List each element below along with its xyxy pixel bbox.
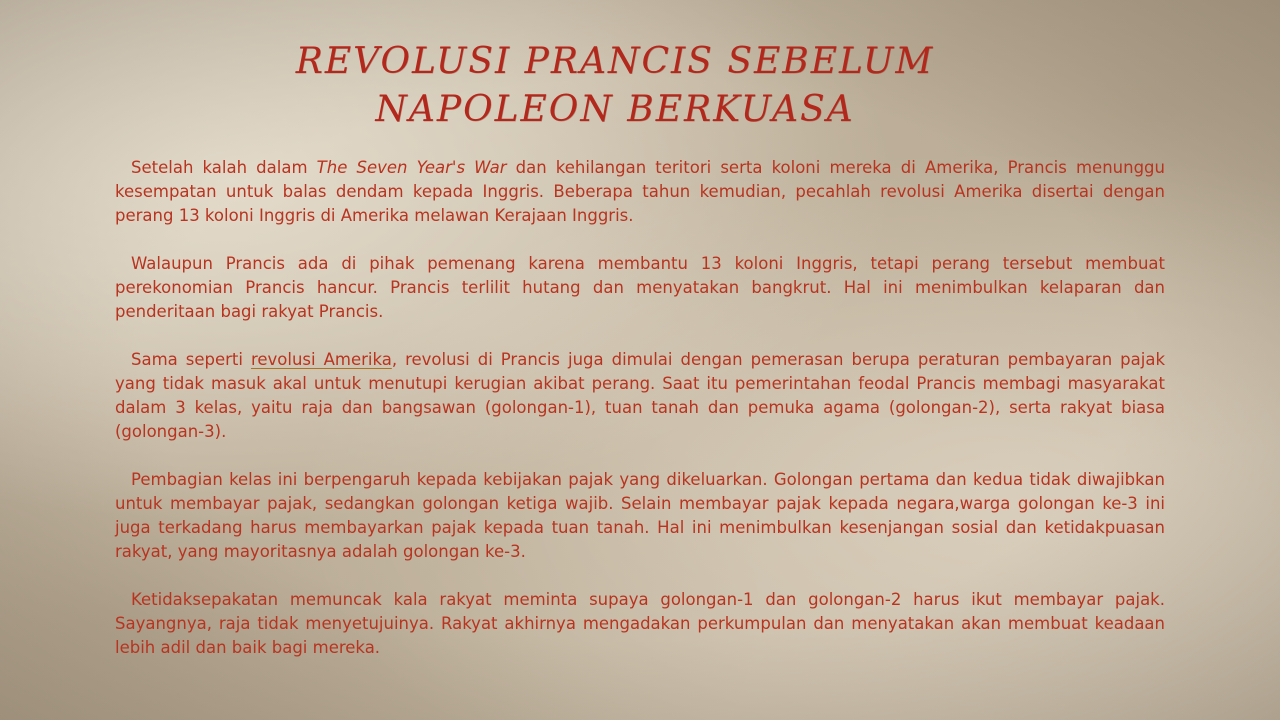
paragraph-1-text-end: dan kehilangan teritori serta koloni mereka di Amerika, Prancis menunggu kesempatan untuk balas dendam kepada Inggris. Beberapa tahun kemudian, pecahlah revolusi Amerika disertai dengan perang 13 koloni Inggris di Amerika melawan Kerajaan Inggris.	[115, 158, 1165, 225]
title-line-2: NAPOLEON BERKUASA	[375, 89, 855, 130]
paragraph-1-text-start: Setelah kalah dalam	[131, 158, 317, 177]
slide-body	[115, 156, 1165, 684]
title-line-1: REVOLUSI PRANCIS SEBELUM	[295, 41, 935, 82]
paragraph-economy: Walaupun Prancis ada di pihak pemenang karena membantu 13 koloni Inggris, tetapi perang tersebut membuat perekonomian Prancis hancur. Prancis terlilit hutang dan menyatakan bangkrut. Hal ini menimbulkan kelaparan dan penderitaan bagi rakyat Prancis.	[115, 254, 1165, 321]
revolusi-amerika-link[interactable]: revolusi Amerika	[250, 350, 392, 369]
paragraph-disagreement: Ketidaksepakatan memuncak kala rakyat meminta supaya golongan-1 dan golongan-2 harus ikut membayar pajak. Sayangnya, raja tidak menyetujuinya. Rakyat akhirnya mengadakan perkumpulan dan menyatakan akan membuat keadaan lebih adil dan baik bagi mereka.	[115, 590, 1165, 657]
seven-years-war-emphasis: The Seven Year's War	[316, 158, 507, 177]
paragraph-tax-classes	[115, 348, 1165, 444]
paragraph-seven-years-war	[115, 156, 1165, 228]
paragraph-tax-policy: Pembagian kelas ini berpengaruh kepada kebijakan pajak yang dikeluarkan. Golongan pertama dan kedua tidak diwajibkan untuk membayar pajak, sedangkan golongan ketiga wajib. Selain membayar pajak kepada negara,warga golongan ke-3 ini juga terkadang harus membayarkan pajak kepada tuan tanah. Hal ini menimbulkan kesenjangan sosial dan ketidakpuasan rakyat, yang mayoritasnya adalah golongan ke-3.	[115, 470, 1165, 561]
slide-title	[230, 38, 1000, 134]
paragraph-3-text-start: Sama seperti	[131, 350, 251, 369]
paragraph-3-text-end: , revolusi di Prancis juga dimulai dengan pemerasan berupa peraturan pembayaran pajak yang tidak masuk akal untuk menutupi kerugian akibat perang. Saat itu pemerintahan feodal Prancis membagi masyarakat dalam 3 kelas, yaitu raja dan bangsawan (golongan-1), tuan tanah dan pemuka agama (golongan-2), serta rakyat biasa (golongan-3).	[115, 350, 1166, 441]
